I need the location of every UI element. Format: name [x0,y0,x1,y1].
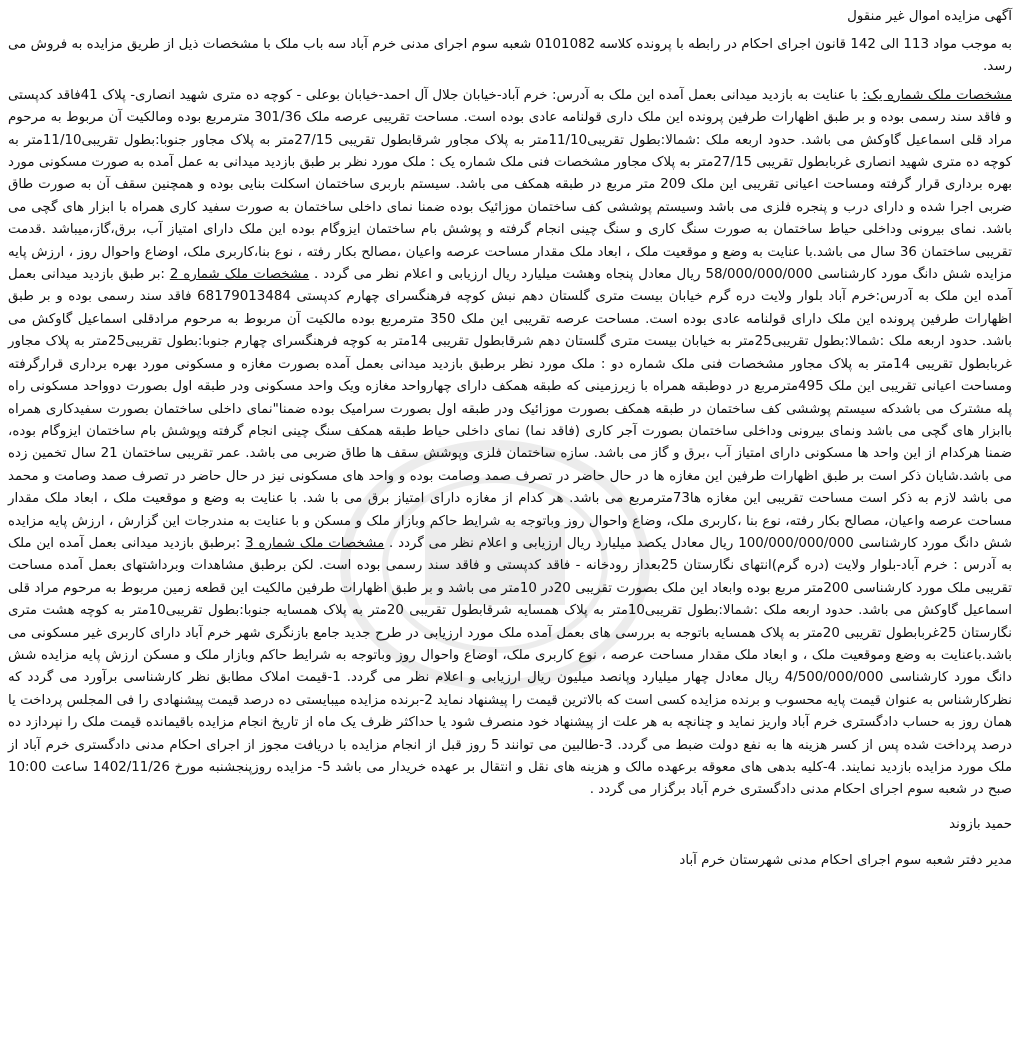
property-3-label: مشخصات ملک شماره 3 [245,535,385,551]
auction-notice [8,6,1012,873]
property-3-text: :برطبق بازدید میدانی بعمل آمده این ملک به آدرس : خرم آباد-بلوار ولایت (دره گرم)انتهای نگارستان 25بعداز رودخانه - فاقد کدپستی و فاقد سند رسمی بوده است. لکن برطبق مشاهدات وبرداشتهای بعمل آمده مساحت تقریبی ملک مورد کارشناسی 200متر مربع بوده وابعاد این ملک بصورت تقریبی 20در 10متر می باشد و بر طبق اظهارات طرفین مالکیت این قطعه زمین مربوط به مرحوم مراد قلی اسماعیل گاوکش می باشد. حدود اربعه ملک :شمالا:بطول تقریبی10متر به پلاک همسایه شرقابطول تقریبی 20متر به پلاک همسایه جنوبا:بطول تقریبی10متر به کوچه هشت متری نگارستان 25غربابطول تقریبی 20متر به پلاک همسایه باتوجه به بررسی های بعمل آمده ملک مورد ارزیابی در طرح جدید جامع بازنگری شهر خرم آباد دارای کاربری غیر مسکونی می باشد.باعنایت به وضع وموقعیت ملک ، و ابعاد ملک مقدار مساحت عرصه ، نوع کاربری ملک، اوضاع واحوال روز وباتوجه به شرایط حاکم وبازار ملک و مسکن ارزش پایه مزایده شش دانگ مورد کارشناسی 4/500/000/000 ریال معادل چهار میلیارد وپانصد میلیون ریال ارزیابی و اعلام نظر می گردد. 1-قیمت املاک مطابق نظر کارشناسی برآورد می گردد که نظرکارشناس به عنوان قیمت پایه محسوب و برنده مزایده کسی است که بالاترین قیمت را پیشنهاد نماید 2-برنده مزایده میبایستی ده درصد قیمت پیشنهادی را فی المجلس پرداخت یا همان روز به حساب دادگستری خرم آباد واریز نماید و چنانچه به هر علت از پیشنهاد خود منصرف شود یا حداکثر ظرف یک ماه از تاریخ انجام مزایده باقیمانده قیمت ملک را نپردازد ده درصد پرداخت شده پس از کسر هزینه ها به نفع دولت ضبط می گردد. 3-طالبین می توانند 5 روز قبل از انجام مزایده با دریافت مجوز از اجرای احکام مدنی دادگستری خرم آباد از ملک مورد مزایده بازدید نمایند. 4-کلیه بدهی های معوقه برعهده مالک و هزینه های نقل و انتقال بر عهده خریدار می باشد 5- مزایده روزپنجشنبه مورخ 1402/11/26 ساعت 10:00 صبح در شعبه سوم اجرای احکام مدنی دادگستری خرم آباد برگزار می گردد . [8,535,1013,798]
notice-title: آگهی مزایده اموال غیر منقول [847,9,1012,24]
intro-paragraph: به موجب مواد 113 الی 142 قانون اجرای احکام در رابطه با پرونده کلاسه 0101082 شعبه سوم اجرای مدنی خرم آباد سه باب ملک با مشخصات ذیل از طریق مزایده به فروش می رسد. [8,37,1012,75]
property-1-text: با عنایت به بازدید میدانی بعمل آمده این ملک به آدرس: خرم آباد-خیابان جلال آل احمد-خیابان بوعلی - کوچه ده متری شهید انصاری- پلاک 41فاقد کدپستی و فاقد سند رسمی بوده و بر طبق اظهارات طرفین پرونده این ملک داری قولنامه عادی بوده است. مساحت تقریبی عرصه ملک 301/36 مترمربع بوده ومالکیت آن مربوط به مرحوم مراد قلی اسماعیل گاوکش می باشد. حدود اربعه ملک :شمالا:بطول تقریبی11/10متر به پلاک مجاور شرقابطول تقریبی 27/15متر به پلاک مجاور جنوبا:بطول تقریبی11/10متر به کوچه ده متری شهید انصاری غربابطول تقریبی 27/15متر به پلاک مجاور مشخصات فنی ملک شماره یک : ملک مورد نظر بر طبق بازدید میدانی به عمل آمده به صورت مسکونی مورد بهره برداری قرار گرفته ومساحت اعیانی تقریبی این ملک 209 متر مربع در طبقه همکف می باشد. سیستم باربری ساختمان اسکلت بنایی بوده و همچنین سقف آن به صورت طاق ضربی اجرا شده و دارای درب و پنجره فلزی می باشد وسیستم پوششی کف ساختمان موزائیک بوده ضمنا نمای داخلی ساختمان به صورت سفید کاری همراه با ابزار های گچی می باشد. نمای بیرونی وداخلی حیاط ساختمان به صورت سنگ کاری و سنگ چینی انجام گرفته و پوشش بام ساختمان ایزوگام بوده این ملک دارای امتیاز آب، برق،گاز،میباشد .قدمت تقریبی ساختمان 36 سال می باشد.با عنایت به وضع و موقعیت ملک ، ابعاد ملک مقدار مساحت عرصه واعیان ،مصالح بکار رفته ، نوع بنا،کاربری ملک، اوضاع واحوال روز ، ارزش پایه مزایده شش دانگ مورد کارشناسی 58/000/000/000 ریال معادل پنجاه وهشت میلیارد ریال ارزیابی و اعلام نظر می گردد . [8,87,1013,283]
signature-name: حمید بازوند [949,816,1012,832]
property-2-label: مشخصات ملک شماره 2 [169,267,310,283]
signature-position: مدیر دفتر شعبه سوم اجرای احکام مدنی شهرستان خرم آباد [679,853,1012,869]
property-2-text: :بر طبق بازدید میدانی بعمل آمده این ملک به آدرس:خرم آباد بلوار ولایت دره گرم خیابان بیست متری گلستان دهم نبش کوچه فرهنگسرای چهارم کدپستی 68179013484 فاقد سند رسمی بوده و بر طبق اظهارات طرفین پرونده این ملک دارای قولنامه عادی بوده است. مساحت عرصه تقریبی این ملک 350 مترمربع بوده مالکیت آن مربوط به مرحوم مرادقلی اسماعیل گاوکش می باشد. حدود اربعه ملک :شمالا:بطول تقریبی25متر به خیابان بیست متری گلستان دهم شرقابطول تقریبی 14متر به کوچه فرهنگسرای چهارم جنوبا:بطول تقریبی25متر به پلاک مجاور غربابطول تقریبی 14متر به پلاک مجاور مشخصات فنی ملک شماره دو : ملک مورد نظر برطبق بازدید میدانی بعمل آمده بصورت مغازه و مسکونی مورد بهره برداری قرارگرفته ومساحت اعیانی تقریبی این ملک 495مترمربع در دوطبقه همراه با زیرزمینی که طبقه همکف دارای چهارواحد مغازه ویک واحد مسکونی ودر طبقه اول بصورت دوواحد مسکونی راه پله مشترک می باشدکه سیستم پوششی کف ساختمان در طبقه همکف بصورت موزائیک ودر طبقه اول بصورت سرامیک بوده ضمنا"نمای داخلی ساختمان بصورت سفیدکاری همراه باابزار های گچی می باشد ونمای بیرونی وداخلی ساختمان بصورت آجر کاری (فاقد نما) نمای داخلی حیاط طبقه همکف سنگ چینی انجام گرفته وپوشش بام ساختمان ایزوگام بوده، ضمنا هرکدام از این واحد ها مسکونی دارای امتیاز آب ،برق و گاز می باشد. سازه ساختمان فلزی وپوشش سقف ها طاق ضربی می باشد. عمر تقریبی ساختمان 21 سال تخمین زده می باشد.شایان ذکر است بر طبق اظهارات طرفین این مغازه ها در حال حاضر در تصرف صمد وصامت بوده و واحد های مسکونی نیز در حال حاضر در تصرف صمد وصامت و محمد می باشد لازم به ذکر است مساحت تقریبی این مغازه ها73مترمربع می باشد. هر کدام از مغازه دارای امتیاز برق می با شد. با عنایت به وضع و موقعیت ملک ، ابعاد ملک مقدار مساحت عرصه واعیان، مصالح بکار رفته، نوع بنا ،کاربری ملک، وضاع واحوال روز وباتوجه به شرایط حاکم وبازار ملک و مسکن و با عنایت به مندرجات این گزارش ، ارزش پایه مزایده شش دانگ مورد کارشناسی 100/000/000/000 ریال معادل یکصد میلیارد ریال ارزیابی و اعلام نظر می گردد . [8,267,1013,551]
property-1-label: مشخصات ملک شماره یک: [862,87,1012,103]
property-1-section [8,85,1012,802]
